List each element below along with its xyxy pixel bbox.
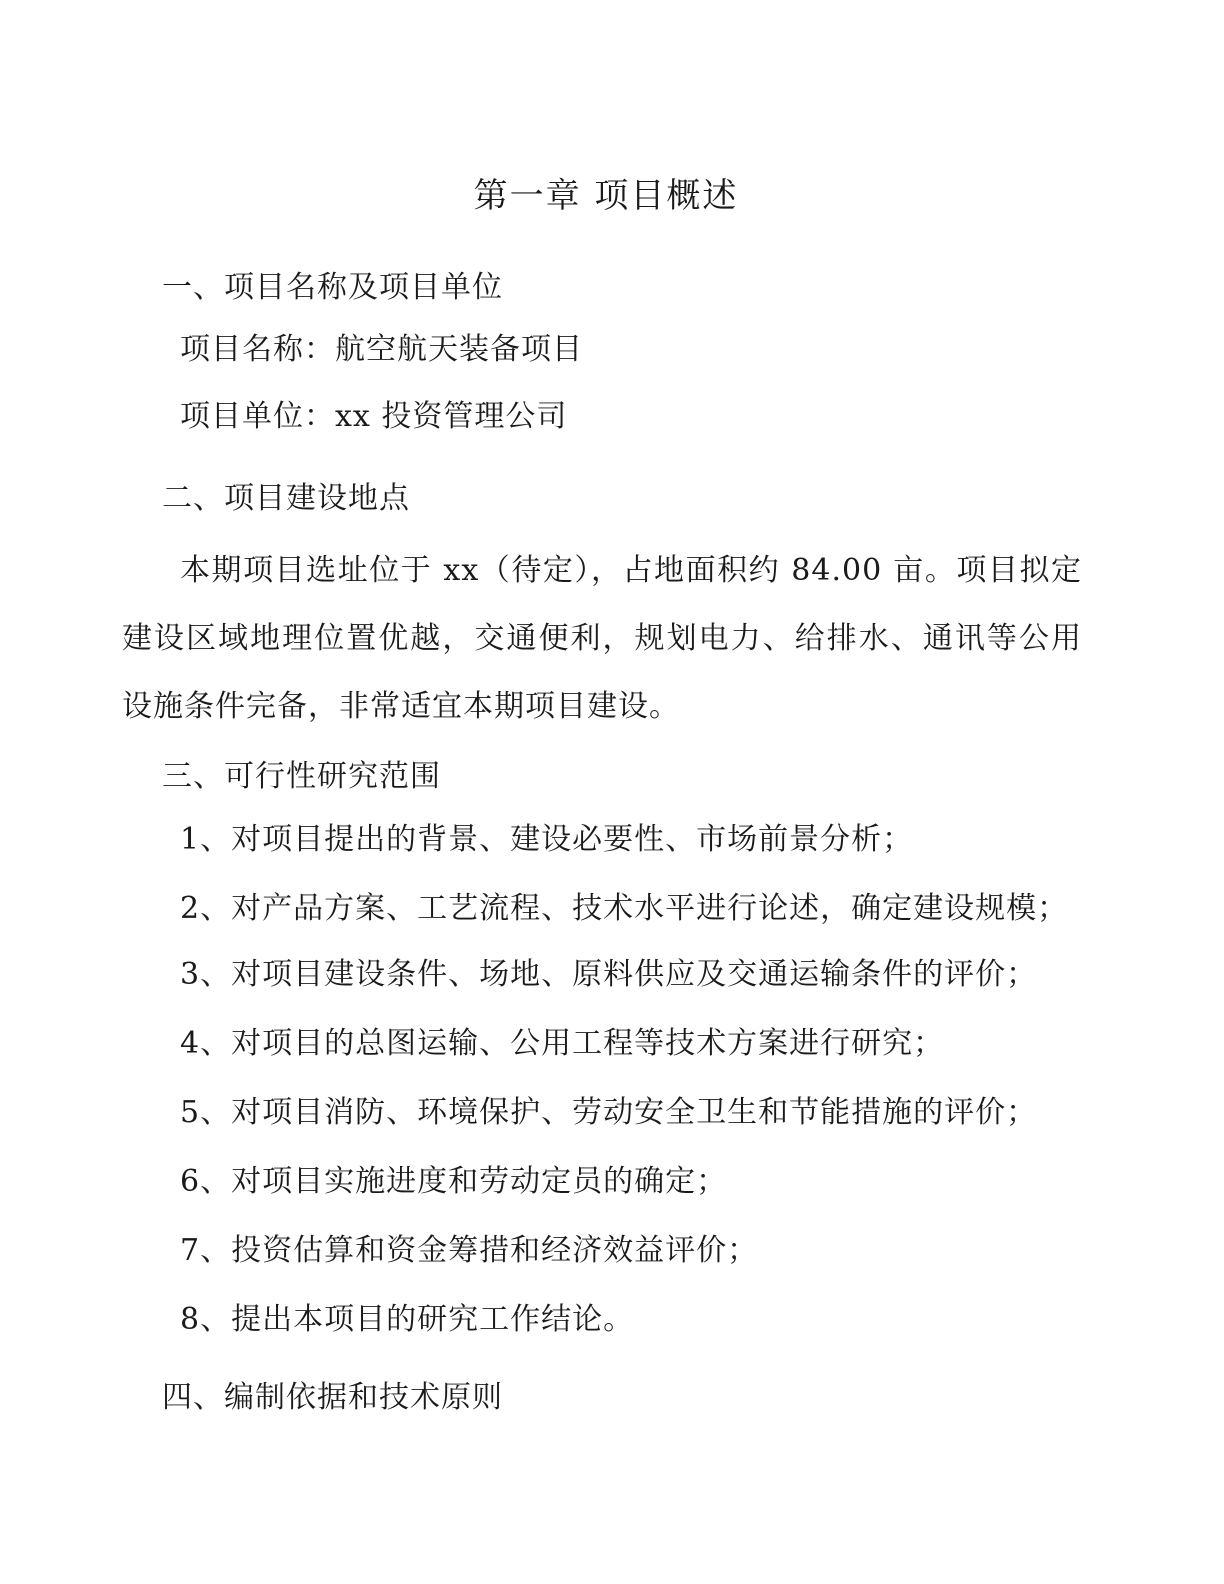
section-heading-4: 四、编制依据和技术原则 [162, 1380, 503, 1415]
section-heading-2: 二、项目建设地点 [162, 481, 410, 516]
list-item: 5、对项目消防、环境保护、劳动安全卫生和节能措施的评价； [180, 1095, 1038, 1130]
project-name-line: 项目名称：航空航天装备项目 [180, 332, 583, 367]
list-item: 3、对项目建设条件、场地、原料供应及交通运输条件的评价； [180, 957, 1038, 992]
list-item: 2、对产品方案、工艺流程、技术水平进行论述，确定建设规模； [180, 891, 1069, 926]
chapter-title: 第一章 项目概述 [473, 176, 739, 216]
location-paragraph: 本期项目选址位于 xx（待定），占地面积约 84.00 亩。项目拟定建设区域地理位置优越，交通便利，规划电力、给排水、通讯等公用设施条件完备，非常适宜本期项目建设。 [122, 553, 1082, 724]
section-heading-3: 三、可行性研究范围 [162, 759, 441, 794]
section-heading-1: 一、项目名称及项目单位 [162, 270, 503, 305]
list-item: 8、提出本项目的研究工作结论。 [180, 1302, 635, 1337]
list-item: 1、对项目提出的背景、建设必要性、市场前景分析； [180, 822, 914, 857]
list-item: 4、对项目的总图运输、公用工程等技术方案进行研究； [180, 1026, 945, 1061]
list-item: 7、投资估算和资金筹措和经济效益评价； [180, 1233, 759, 1268]
list-item: 6、对项目实施进度和劳动定员的确定； [180, 1164, 728, 1199]
project-unit-line: 项目单位：xx 投资管理公司 [180, 399, 568, 434]
